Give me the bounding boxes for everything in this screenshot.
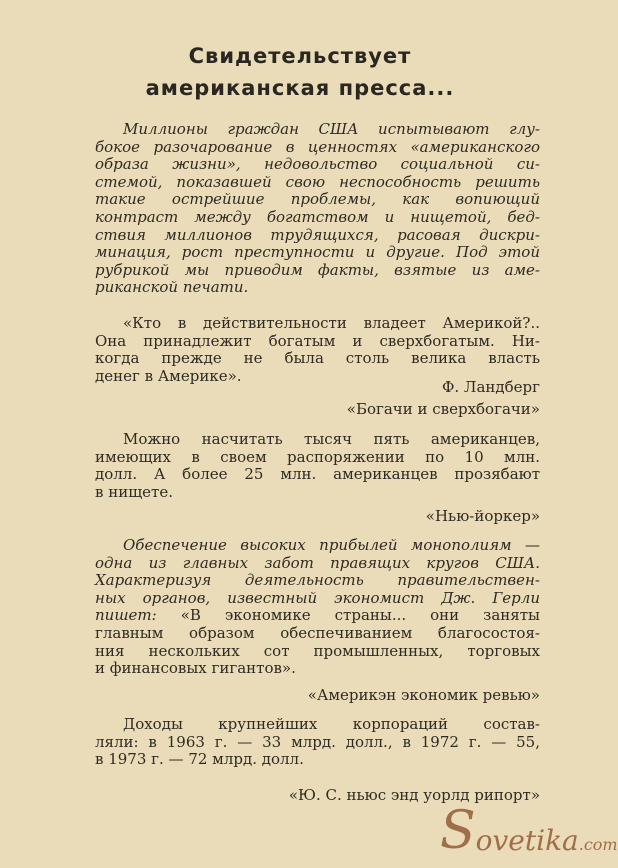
text-line: рубрикой мы приводим факты, взятые из аме-	[95, 260, 540, 279]
text-line: минация, рост преступности и другие. Под этой	[95, 243, 540, 262]
sovetika-watermark-logo: Sovetika.com	[440, 801, 618, 861]
text-line: главным образом обеспечиванием благосостоя-	[95, 623, 540, 642]
text-line: Характеризуя деятельность правительствен-	[95, 571, 540, 590]
text-line: ляли: в 1963 г. — 33 млрд. долл., в 1972 г. — 55,	[95, 732, 540, 751]
text-line: ния нескольких сот промышленных, торговых	[95, 641, 540, 660]
text-line: Миллионы граждан США испытывают глу-	[123, 120, 540, 138]
text-line: в 1973 г. — 72 млрд. долл.	[95, 750, 304, 769]
quote-1-source: «Богачи и сверхбогачи»	[346, 400, 540, 418]
quote-4-source: «Ю. С. ньюс энд уорлд рипорт»	[288, 786, 540, 804]
text-line: образа жизни», недовольство социальной си-	[95, 155, 540, 174]
text-line: бокое разочарование в ценностях «американского	[95, 137, 540, 156]
text-line: стемой, показавшей свою неспособность решить	[95, 172, 540, 191]
text-line: Она принадлежит богатым и сверхбогатым. Ни-	[95, 331, 540, 350]
text-line: одна из главных забот правящих кругов США.	[95, 553, 540, 572]
text-line: Обеспечение высоких прибылей монополиям —	[123, 536, 540, 554]
text-line: контраст между богатством и нищетой, бед-	[95, 207, 540, 226]
quote-3-source: «Америкэн экономик ревью»	[307, 686, 540, 704]
quote-3-mixed-italic: пишет:	[95, 606, 157, 625]
quote-4	[95, 716, 540, 769]
text-line: Доходы крупнейших корпораций состав-	[123, 715, 540, 733]
quote-3-mixed-rest: «В экономике страны... они заняты	[180, 606, 540, 625]
intro-paragraph	[95, 121, 540, 297]
text-line: «Кто в действительности владеет Америкой?..	[123, 314, 540, 332]
quote-3	[95, 537, 540, 678]
text-line: ных органов, известный экономист Дж. Герли	[95, 588, 540, 607]
text-line: ствия миллионов трудящихся, расовая дискри-	[95, 225, 540, 244]
quote-2-source: «Нью-йоркер»	[425, 507, 540, 525]
text-line: когда прежде не была столь велика власть	[95, 349, 540, 368]
text-line: риканской печати.	[95, 278, 249, 297]
text-line: долл. А более 25 млн. американцев прозябают	[95, 465, 540, 484]
title-line-1: Свидетельствует	[188, 44, 412, 68]
text-line: в нищете.	[95, 482, 173, 501]
text-line: денег в Америке».	[95, 366, 242, 385]
text-line: Можно насчитать тысяч пять американцев,	[123, 430, 540, 448]
text-line: и финансовых гигантов».	[95, 659, 296, 678]
title-line-2: американская пресса...	[145, 76, 455, 100]
text-line: имеющих в своем распоряжении по 10 млн.	[95, 447, 540, 466]
quote-1-author: Ф. Ландберг	[441, 378, 540, 396]
text-line: такие острейшие проблемы, как вопиющий	[95, 190, 540, 209]
quote-2	[95, 431, 540, 501]
quote-1	[95, 315, 540, 385]
